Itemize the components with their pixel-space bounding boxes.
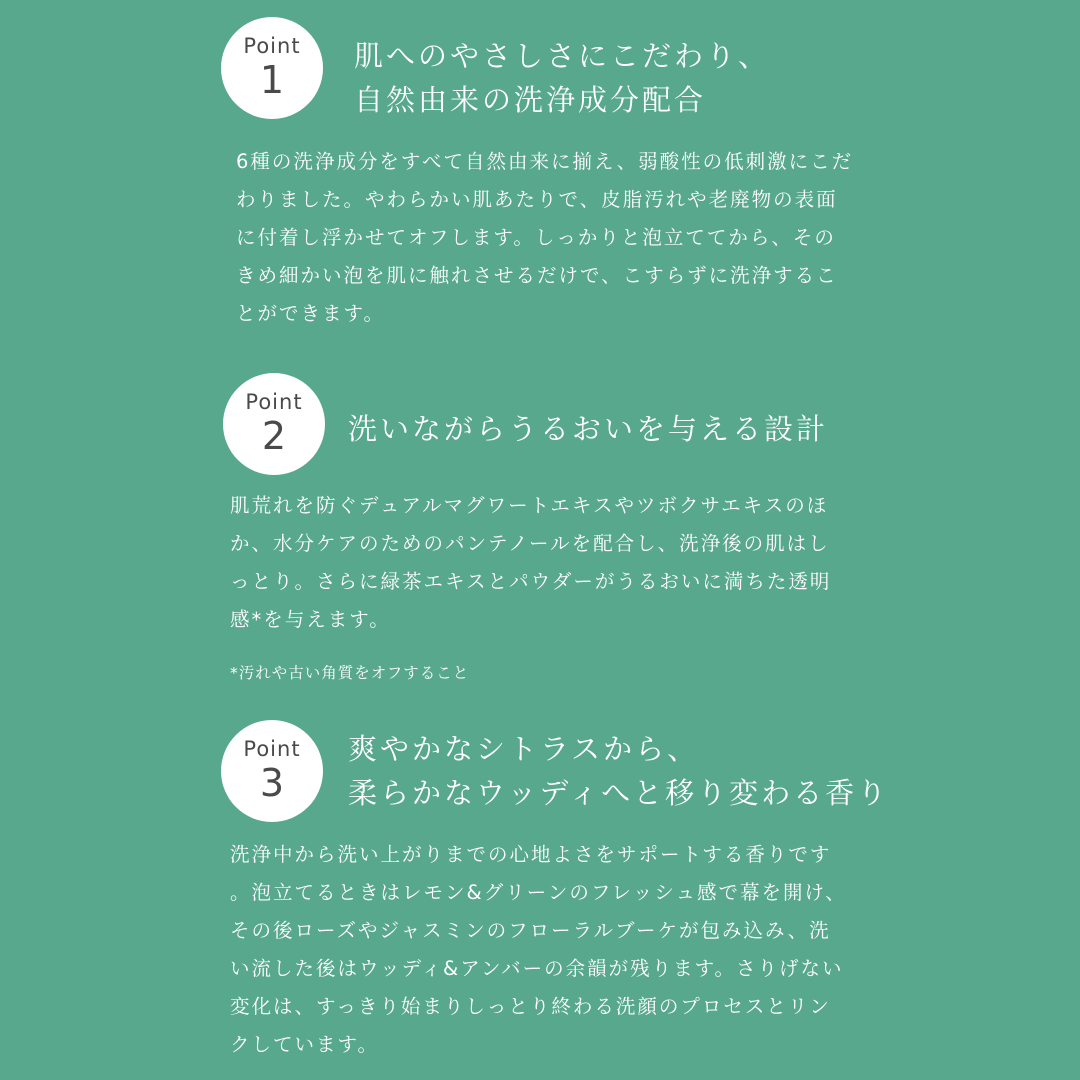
heading-line: 柔らかなウッディへと移り変わる香り xyxy=(348,776,890,810)
heading-line: 肌へのやさしさにこだわり、 xyxy=(354,39,771,73)
body-line: い流した後はウッディ&アンバーの余韻が残ります。さりげない xyxy=(230,957,844,980)
body-line: とができます。 xyxy=(236,302,385,325)
point-number: 2 xyxy=(261,414,287,458)
body-line: その後ローズやジャスミンのフローラルブーケが包み込み、洗 xyxy=(230,919,831,942)
body-line: 感*を与えます。 xyxy=(230,608,391,631)
body-line: 6種の洗浄成分をすべて自然由来に揃え、弱酸性の低刺激にこだ xyxy=(236,150,854,173)
body-line: に付着し浮かせてオフします。しっかりと泡立ててから、その xyxy=(236,226,836,249)
point-3-body xyxy=(230,836,860,1064)
point-1-heading xyxy=(354,34,770,122)
body-line: っとり。さらに緑茶エキスとパウダーがうるおいに満ちた透明 xyxy=(230,570,832,593)
point-2-badge xyxy=(223,373,325,475)
point-label: Point xyxy=(243,34,301,58)
point-number: 3 xyxy=(259,761,285,805)
point-3-badge xyxy=(221,720,323,822)
heading-line: 爽やかなシトラスから、 xyxy=(348,732,700,766)
point-2-footnote: *汚れや古い角質をオフすること xyxy=(230,664,470,682)
heading-line: 自然由来の洗浄成分配合 xyxy=(354,83,707,117)
body-line: 。泡立てるときはレモン&グリーンのフレッシュ感で幕を開け、 xyxy=(230,881,847,904)
body-line: クしています。 xyxy=(230,1033,379,1056)
body-line: 洗浄中から洗い上がりまでの心地よさをサポートする香りです xyxy=(230,843,832,866)
point-2-body xyxy=(230,487,860,639)
point-1-body xyxy=(236,143,866,333)
body-line: きめ細かい泡を肌に触れさせるだけで、こすらずに洗浄するこ xyxy=(236,264,838,287)
body-line: か、水分ケアのためのパンテノールを配合し、洗浄後の肌はし xyxy=(230,532,830,555)
point-number: 1 xyxy=(259,58,285,102)
heading-line: 洗いながらうるおいを与える設計 xyxy=(348,412,829,446)
body-line: 変化は、すっきり始まりしっとり終わる洗顔のプロセスとリン xyxy=(230,995,831,1018)
body-line: 肌荒れを防ぐデュアルマグワートエキスやツボクサエキスのほ xyxy=(230,494,829,517)
point-2-heading xyxy=(348,407,828,451)
point-3-heading xyxy=(348,727,889,815)
point-label: Point xyxy=(243,737,301,761)
point-1-badge xyxy=(221,17,323,119)
body-line: わりました。やわらかい肌あたりで、皮脂汚れや老廃物の表面 xyxy=(236,188,838,211)
point-label: Point xyxy=(245,390,303,414)
